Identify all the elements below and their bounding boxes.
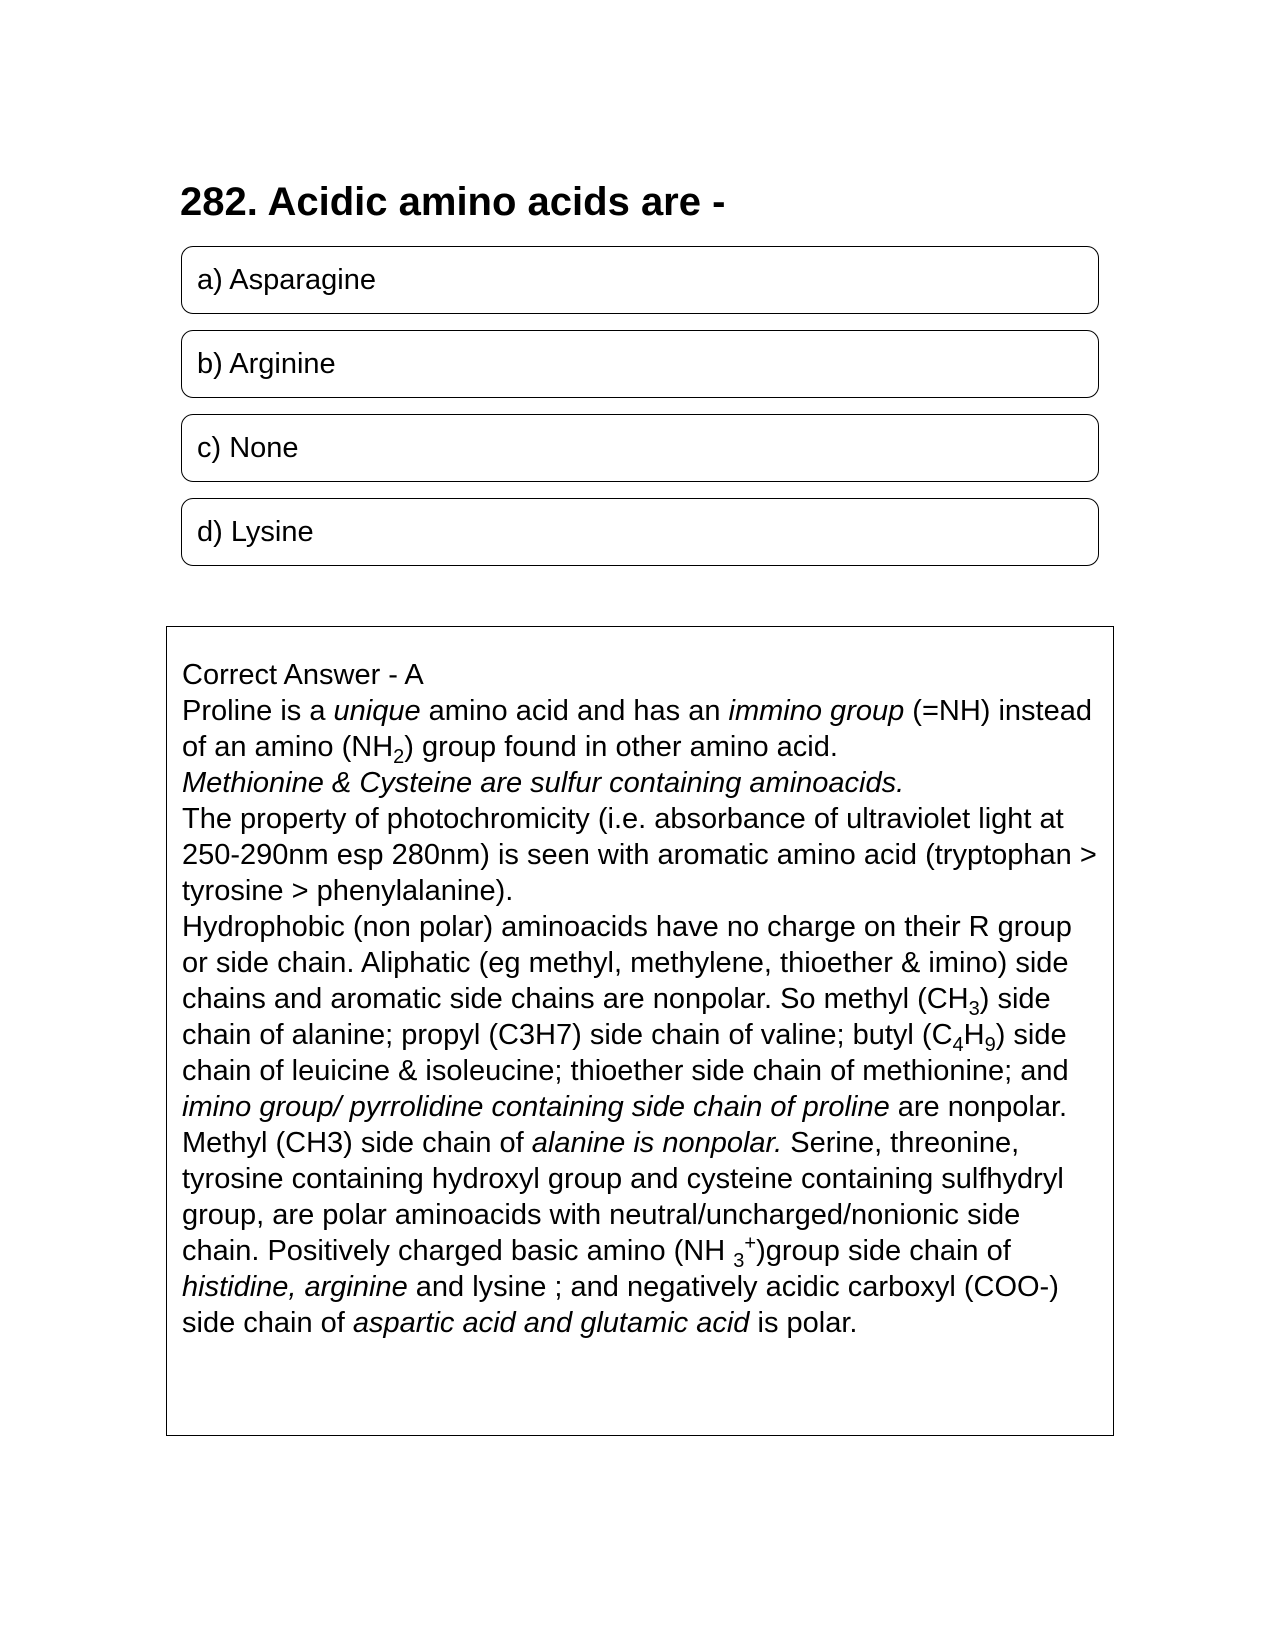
text-run: ) group found in other amino acid. <box>404 731 838 763</box>
text-run: ) side chain of alanine; propyl (C3H7) side chain of valine; butyl (C <box>182 983 1051 1051</box>
text-run-italic: imino group/ pyrrolidine containing side chain of proline <box>182 1091 890 1123</box>
text-run: and lysine ; and negatively acidic carboxyl (COO-) side chain of <box>182 1271 1059 1339</box>
explanation-hydrophobic <box>182 909 1105 1125</box>
text-run: H <box>963 1019 985 1051</box>
text-run: )group side chain of <box>756 1235 1011 1267</box>
text-run-italic: aspartic acid and glutamic acid <box>352 1307 750 1339</box>
text-run: are nonpolar. <box>889 1091 1068 1123</box>
explanation-photochromicity: The property of photochromicity (i.e. absorbance of ultraviolet light at 250-290nm esp 280nm) is seen with aromatic amino acid (tryptophan > tyrosine > phenylalanine). <box>182 803 1097 907</box>
correct-answer-label: Correct Answer - A <box>182 659 424 691</box>
text-run-italic: alanine is nonpolar. <box>531 1127 783 1159</box>
explanation-polar <box>182 1125 1105 1341</box>
text-run: Hydrophobic (non polar) aminoacids have no charge on their R group or side chain. Aliphatic (eg methyl, methylene, thioether & imino) side chains and aromatic side chains are nonpolar. So methyl (CH <box>182 911 1072 1015</box>
answer-explanation-box <box>166 626 1114 1436</box>
subscript: 9 <box>984 1033 996 1056</box>
option-c[interactable]: c) None <box>181 414 1099 482</box>
text-run: Methyl (CH3) side chain of <box>182 1127 532 1159</box>
text-run: ) side chain of leuicine & isoleucine; thioether side chain of methionine; and <box>182 1019 1069 1087</box>
subscript: 4 <box>952 1033 964 1056</box>
text-run: (=NH) instead of an amino (NH <box>182 695 1092 763</box>
option-b[interactable]: b) Arginine <box>181 330 1099 398</box>
text-run-italic: immino group <box>728 695 905 727</box>
text-run-italic: unique <box>333 695 421 727</box>
subscript: 2 <box>393 745 405 768</box>
subscript: 3 <box>733 1249 745 1272</box>
text-run: amino acid and has an <box>420 695 729 727</box>
text-run-italic: Methionine & Cysteine are sulfur containing aminoacids. <box>182 767 905 799</box>
option-a[interactable]: a) Asparagine <box>181 246 1099 314</box>
options-list <box>181 246 1099 582</box>
option-d[interactable]: d) Lysine <box>181 498 1099 566</box>
text-run: Proline is a <box>182 695 334 727</box>
text-run-italic: histidine, arginine <box>182 1271 408 1303</box>
text-run: Serine, threonine, tyrosine containing hydroxyl group and cysteine containing sulfhydryl group, are polar aminoacids with neutral/uncharged/nonionic side chain. Positively charged basic amino (NH <box>182 1127 1064 1267</box>
explanation-sulfur <box>182 765 1105 801</box>
question-title: 282. Acidic amino acids are - <box>180 180 726 224</box>
superscript: + <box>744 1232 757 1255</box>
explanation-proline <box>182 693 1105 768</box>
subscript: 3 <box>968 997 980 1020</box>
text-run: is polar. <box>749 1307 858 1339</box>
